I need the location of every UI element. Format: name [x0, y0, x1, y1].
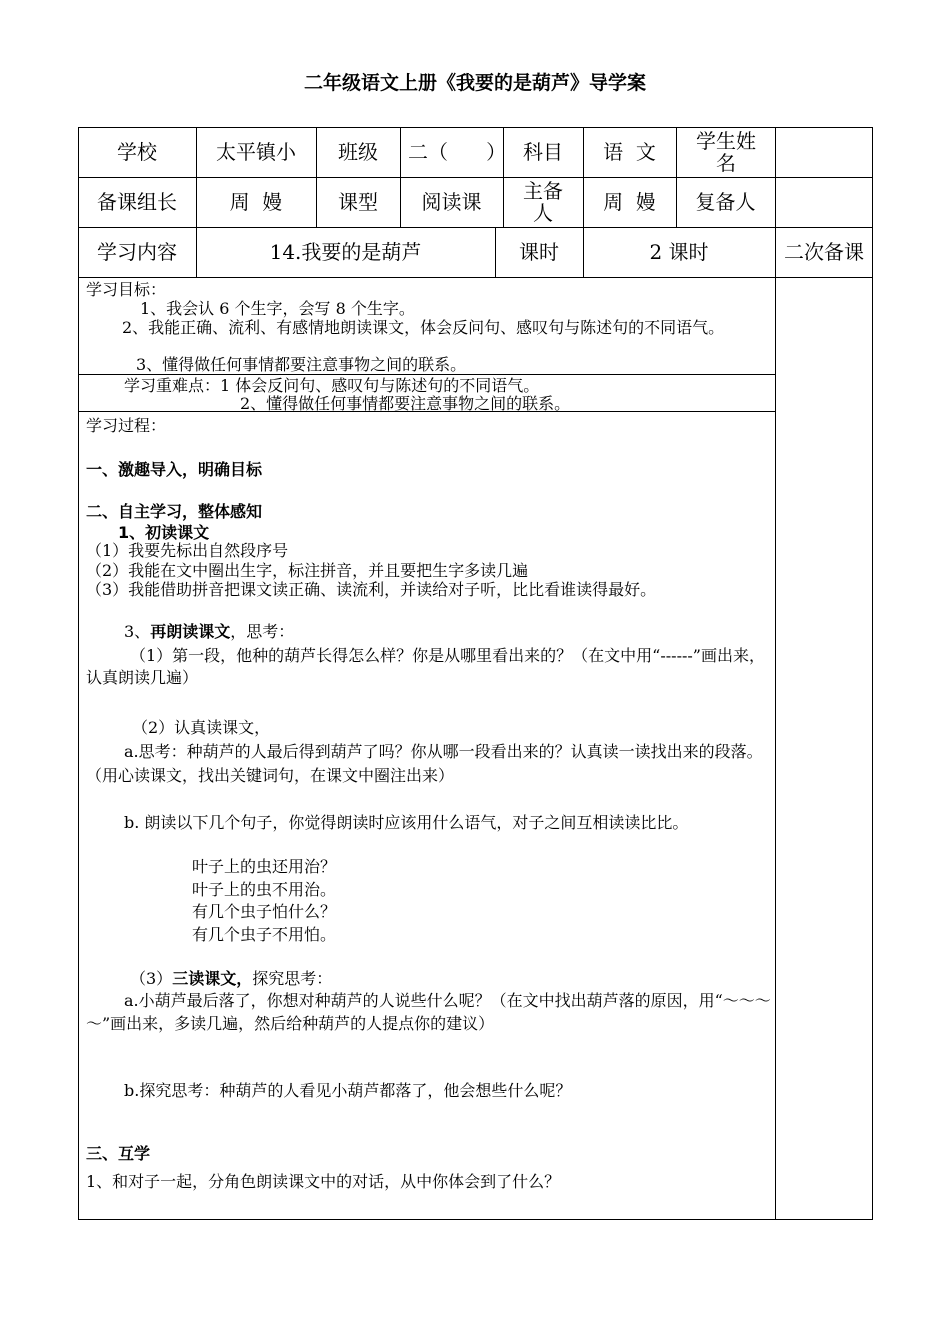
question-heading [130, 968, 332, 989]
cell-second-prep-label: 二次备课 [784, 240, 864, 264]
step-bold-text: 再朗读课文 [150, 622, 231, 641]
step-item: （2）我能在文中圈出生字，标注拼音，并且要把生字多读几遍 [86, 561, 529, 580]
goal-item: 3、懂得做任何事情都要注意事物之间的联系。 [136, 355, 467, 374]
cell-lesson-type-value: 阅读课 [421, 190, 482, 214]
example-sentence: 叶子上的虫还用治？ [192, 857, 337, 876]
question-item: a.思考：种葫芦的人最后得到葫芦了吗？你从哪一段看出来的？认真读一读找出来的段落。（用心读课文，找出关键词句，在课文中圈注出来） [86, 742, 763, 785]
goal-item: 2、我能正确、流利、有感情地朗读课文，体会反问句、感叹句与陈述句的不同语气。 [122, 318, 725, 337]
cell-subject-label: 科目 [523, 140, 563, 164]
cell-periods-label: 课时 [519, 240, 559, 264]
table-border-left [78, 127, 79, 1219]
cell-subject-value: 语 文 [603, 140, 656, 164]
step-item: （3）我能借助拼音把课文读正确、读流利，并读给对子听，比比看谁读得最好。 [86, 580, 657, 599]
section-heading: 二、自主学习，整体感知 [86, 502, 263, 521]
step-number: 3、 [124, 622, 151, 641]
goals-label: 学习目标： [86, 280, 167, 299]
second-prep-column-line [775, 127, 776, 1219]
table-row-divider [78, 277, 873, 278]
cell-student-name-label: 学生姓名 [696, 129, 756, 175]
mutual-item [86, 1171, 560, 1192]
question-item: a.小葫芦最后落了，你想对种葫芦的人说些什么呢？（在文中找出葫芦落的原因，用“～～～～”画出来，多读几遍，然后给种葫芦的人提点你的建议） [86, 991, 771, 1033]
cell-school-value: 太平镇小 [216, 140, 296, 164]
example-sentence: 有几个虫子怕什么？ [192, 902, 337, 921]
question-rest-text: 探究思考： [252, 969, 333, 988]
cell-periods-value: 2 课时 [649, 240, 709, 264]
cell-reviewer-value[interactable] [775, 177, 872, 227]
question-item: （2）认真读课文， [132, 718, 271, 737]
cell-class-value: 二（ ） [408, 140, 507, 164]
question-number: （3） [130, 969, 173, 988]
cell-student-name-value[interactable] [775, 127, 872, 177]
example-sentence: 有几个虫子不用怕。 [192, 925, 337, 944]
cell-reviewer-label: 复备人 [695, 190, 756, 214]
goal-item: 1、我会认 6 个生字，会写 8 个生字。 [140, 299, 415, 318]
step-heading: 1、初读课文 [118, 523, 210, 542]
cell-main-preparer-value: 周 嫚 [603, 190, 656, 214]
section-heading: 一、激趣导入，明确目标 [86, 460, 263, 479]
process-label: 学习过程： [86, 416, 167, 435]
cell-lesson-type-label: 课型 [338, 190, 378, 214]
step-item: （1）我要先标出自然段序号 [86, 541, 289, 560]
step-heading [124, 621, 294, 642]
section-heading: 三、互学 [86, 1144, 151, 1163]
cell-group-leader-label: 备课组长 [97, 190, 177, 214]
table-border-right [872, 127, 873, 1219]
question-item: （1）第一段，他种的葫芦长得怎么样？你是从哪里看出来的？（在文中用“------”画出来，认真朗读几遍） [86, 646, 765, 687]
cell-content-value: 14.我要的是葫芦 [269, 240, 422, 264]
mutual-item-text: 1、和对子一起，分角色朗读课文中的对话，从中你体会到了什么？ [86, 1172, 561, 1191]
question-bold-text: 三读课文， [172, 969, 253, 988]
cell-main-preparer-label: 主备人 [523, 179, 563, 225]
key-points-line: 2、懂得做任何事情都要注意事物之间的联系。 [240, 394, 571, 413]
key-points-line: 学习重难点：1 体会反问句、感叹句与陈述句的不同语气。 [124, 376, 540, 395]
question-item: b.探究思考：种葫芦的人看见小葫芦都落了，他会想些什么呢？ [124, 1081, 572, 1100]
cell-school-label: 学校 [117, 140, 157, 164]
step-rest-text: ，思考： [230, 622, 295, 641]
cell-class-label: 班级 [338, 140, 378, 164]
cell-group-leader-value: 周 嫚 [229, 190, 283, 214]
example-sentence: 叶子上的虫不用治。 [192, 880, 337, 899]
table-border-bottom [78, 1219, 873, 1220]
question-item: b. 朗读以下几个句子，你觉得朗读时应该用什么语气，对子之间互相读读比比。 [124, 813, 689, 832]
cell-content-label: 学习内容 [97, 240, 177, 264]
page-title: 二年级语文上册《我要的是葫芦》导学案 [303, 72, 646, 94]
